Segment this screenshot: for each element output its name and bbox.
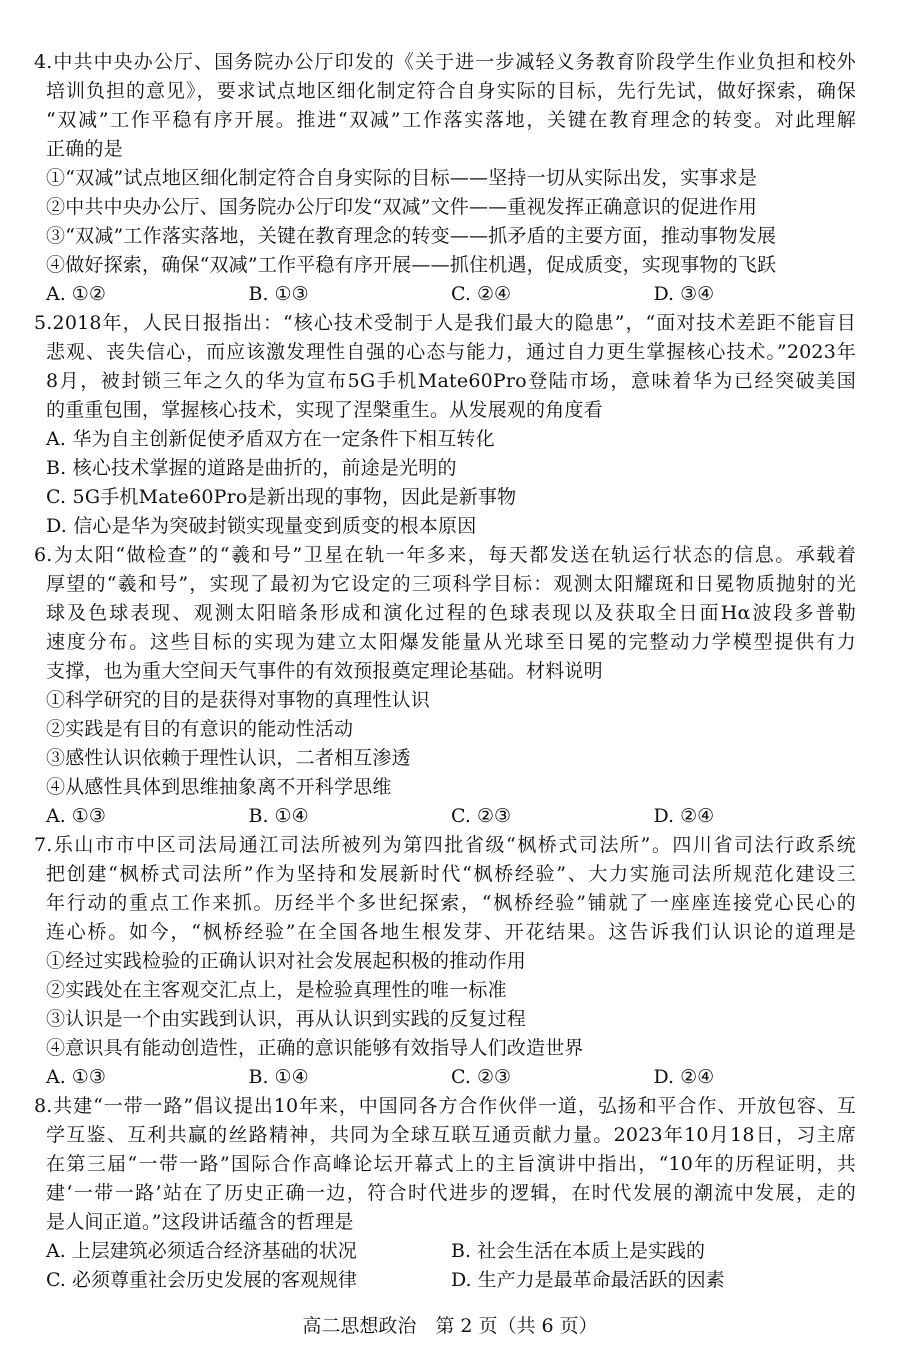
statement-item: ④做好探索，确保“双减”工作平稳有序开展——抓住机遇，促成质变，实现事物的飞跃 xyxy=(46,254,777,276)
question-stem-line: 速度分布。这些目标的实现为建立太阳爆发能量从光球至日冕的完整动力学模型提供有力 xyxy=(46,631,856,653)
answer-options-row-1 xyxy=(34,1237,856,1266)
option-a: A. ①③ xyxy=(46,805,106,827)
statement-item: ①科学研究的目的是获得对事物的真理性认识 xyxy=(46,689,431,711)
answer-options xyxy=(34,280,856,309)
question-stem-line: 8.共建“一带一路”倡议提出10年来，中国同各方合作伙伴一道，弘扬和平合作、开放包容、互 xyxy=(34,1095,856,1117)
statement-item: ②实践处在主客观交汇点上，是检验真理性的唯一标准 xyxy=(46,979,507,1001)
question-stem-line: 是人间正道。”这段讲话蕴含的哲理是 xyxy=(46,1211,354,1233)
answer-options-row-2 xyxy=(34,1266,856,1295)
answer-options xyxy=(34,1063,856,1092)
question-stem-line: 培训负担的意见》，要求试点地区细化制定符合自身实际的目标，先行先试，做好探索，确保 xyxy=(46,80,856,102)
option-b: B. 社会生活在本质上是实践的 xyxy=(451,1240,706,1262)
question-stem-line: 在第三届“一带一路”国际合作高峰论坛开幕式上的主旨演讲中指出，“10年的历程证明，共 xyxy=(46,1153,856,1175)
option-b: B. ①③ xyxy=(248,283,309,305)
question-stem-line: 支撑，也为重大空间天气事件的有效预报奠定理论基础。材料说明 xyxy=(46,660,603,682)
option-b: B. ①④ xyxy=(248,805,309,827)
question-6 xyxy=(34,541,856,831)
question-4 xyxy=(34,48,856,309)
question-stem-line: 建‘一带一路’站在了历史正确一边，符合时代进步的逻辑，在时代发展的潮流中发展，走的 xyxy=(46,1182,856,1204)
question-stem-line: 6.为太阳“做检查”的“羲和号”卫星在轨一年多来，每天都发送在轨运行状态的信息。承载着 xyxy=(34,544,856,566)
option-d: D. ③④ xyxy=(653,283,715,305)
question-7 xyxy=(34,831,856,1092)
statement-item: ①“双减”试点地区细化制定符合自身实际的目标——坚持一切从实际出发，实事求是 xyxy=(46,167,758,189)
question-stem-line: 5.2018年，人民日报指出：“核心技术受制于人是我们最大的隐患”，“面对技术差距不能盲目 xyxy=(34,312,856,334)
option-a: A. 华为自主创新促使矛盾双方在一定条件下相互转化 xyxy=(46,428,495,450)
option-c: C. ②③ xyxy=(451,805,512,827)
option-a: A. ①② xyxy=(46,283,106,305)
statement-item: ②实践是有目的有意识的能动性活动 xyxy=(46,718,354,740)
statement-item: ④意识具有能动创造性，正确的意识能够有效指导人们改造世界 xyxy=(46,1037,584,1059)
question-stem-line: 连心桥。如今，“枫桥经验”在全国各地生根发芽、开花结果。这告诉我们认识论的道理是 xyxy=(46,921,856,943)
question-8 xyxy=(34,1092,856,1295)
option-a: A. ①③ xyxy=(46,1066,106,1088)
statement-item: ①经过实践检验的正确认识对社会发展起积极的推动作用 xyxy=(46,950,527,972)
question-5 xyxy=(34,309,856,541)
statement-item: ②中共中央办公厅、国务院办公厅印发“双减”文件——重视发挥正确意识的促进作用 xyxy=(46,196,758,218)
option-c: C. 5G手机Mate60Pro是新出现的事物，因此是新事物 xyxy=(46,486,517,508)
question-stem-line: 悲观、丧失信心，而应该激发理性自强的心态与能力，通过自力更生掌握核心技术。”2023年 xyxy=(46,341,856,363)
option-c: C. ②④ xyxy=(451,283,512,305)
option-b: B. 核心技术掌握的道路是曲折的，前途是光明的 xyxy=(46,457,457,479)
option-c: C. ②③ xyxy=(451,1066,512,1088)
question-stem-line: 8月，被封锁三年之久的华为宣布5G手机Mate60Pro登陆市场，意味着华为已经突破美国 xyxy=(46,370,856,392)
option-d: D. 信心是华为突破封锁实现量变到质变的根本原因 xyxy=(46,515,477,537)
question-stem-line: 学互鉴、互利共赢的丝路精神，共同为全球互联互通贡献力量。2023年10月18日，习主席 xyxy=(46,1124,856,1146)
option-d: D. 生产力是最革命最活跃的因素 xyxy=(451,1269,725,1291)
question-stem-line: 7.乐山市市中区司法局通江司法所被列为第四批省级“枫桥式司法所”。四川省司法行政系统 xyxy=(34,834,856,856)
page-footer: 高二思想政治 第 2 页（共 6 页） xyxy=(302,1315,598,1337)
option-d: D. ②④ xyxy=(653,1066,715,1088)
option-c: C. 必须尊重社会历史发展的客观规律 xyxy=(46,1269,357,1291)
question-stem-line: 正确的是 xyxy=(46,138,123,160)
statement-item: ④从感性具体到思维抽象离不开科学思维 xyxy=(46,776,392,798)
question-stem-line: 球及色球表现、观测太阳暗条形成和演化过程的色球表现以及获取全日面Hα波段多普勒 xyxy=(46,602,856,624)
option-b: B. ①④ xyxy=(248,1066,309,1088)
question-stem-line: “双减”工作平稳有序开展。推进“双减”工作落实落地，关键在教育理念的转变。对此理解 xyxy=(46,109,856,131)
question-stem-line: 厚望的“羲和号”，实现了最初为它设定的三项科学目标：观测太阳耀斑和日冕物质抛射的光 xyxy=(46,573,856,595)
statement-item: ③“双减”工作落实落地，关键在教育理念的转变——抓矛盾的主要方面，推动事物发展 xyxy=(46,225,777,247)
answer-options xyxy=(34,802,856,831)
question-stem-line: 的重重包围，掌握核心技术，实现了涅槃重生。从发展观的角度看 xyxy=(46,399,603,421)
option-a: A. 上层建筑必须适合经济基础的状况 xyxy=(46,1240,357,1262)
statement-item: ③认识是一个由实践到认识，再从认识到实践的反复过程 xyxy=(46,1008,527,1030)
question-stem-line: 4.中共中央办公厅、国务院办公厅印发的《关于进一步减轻义务教育阶段学生作业负担和校外 xyxy=(34,51,856,73)
question-stem-line: 把创建“枫桥式司法所”作为坚持和发展新时代“枫桥经验”、大力实施司法所规范化建设三 xyxy=(46,863,856,885)
statement-item: ③感性认识依赖于理性认识，二者相互渗透 xyxy=(46,747,411,769)
question-stem-line: 年行动的重点工作来抓。历经半个多世纪探索，“枫桥经验”铺就了一座座连接党心民心的 xyxy=(46,892,856,914)
option-d: D. ②④ xyxy=(653,805,715,827)
